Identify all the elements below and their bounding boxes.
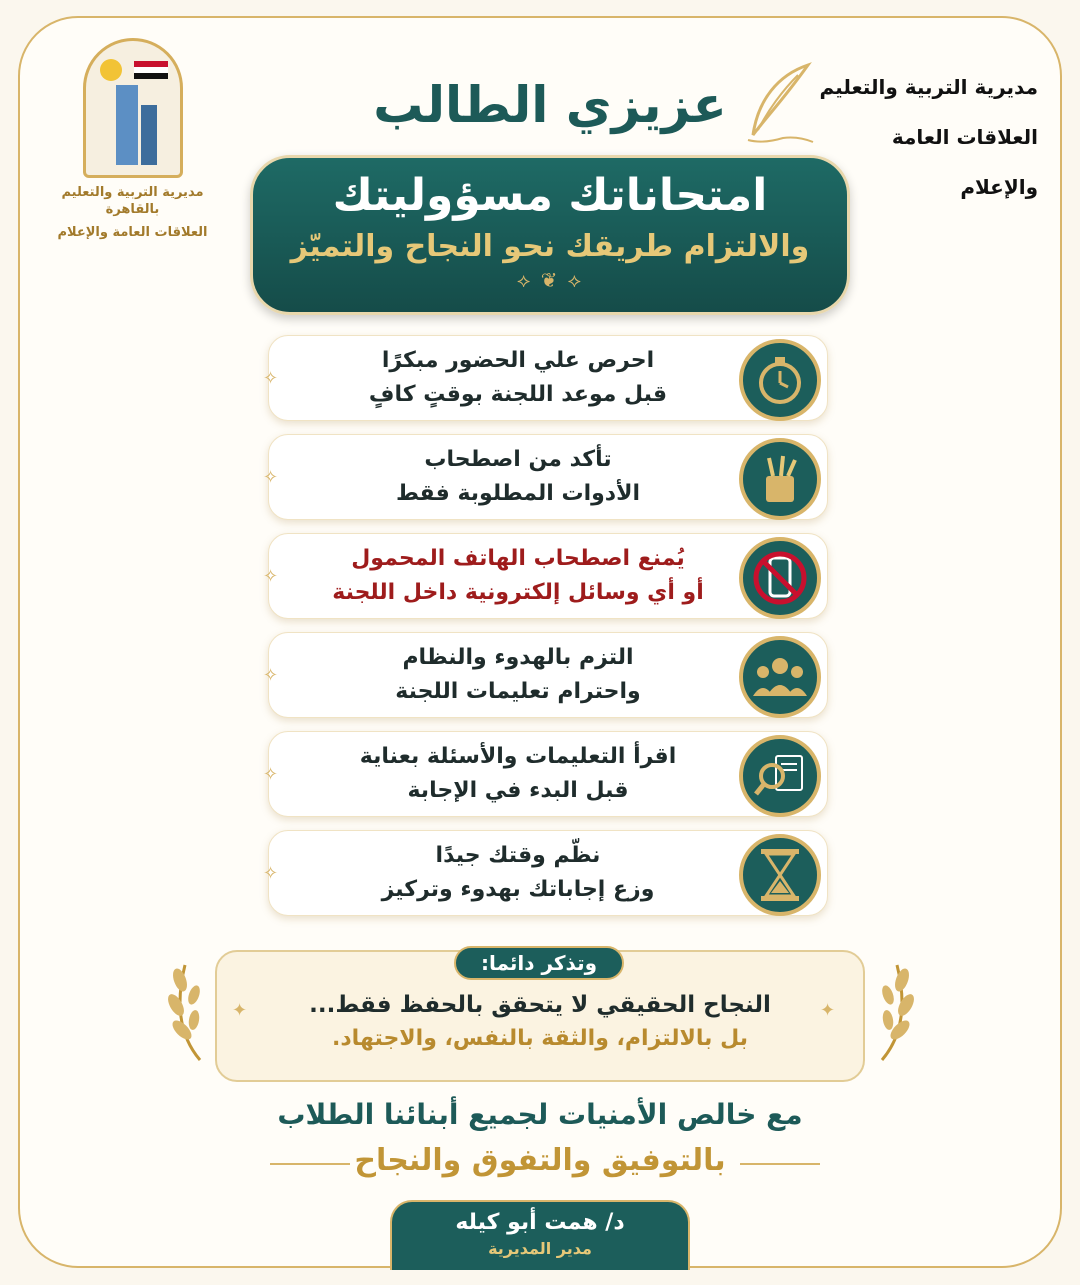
tip-arrive-early <box>263 335 828 421</box>
remember-box <box>215 950 865 1082</box>
tip-read-carefully <box>263 731 828 817</box>
tips-list <box>263 335 828 929</box>
tip-line1: نظّم وقتك جيدًا <box>435 843 601 868</box>
tip-line2: واحترام تعليمات اللجنة <box>395 679 641 704</box>
tip-line2: قبل البدء في الإجابة <box>407 778 629 803</box>
sparkle-icon: ✧ <box>263 764 279 785</box>
tip-line2: قبل موعد اللجنة بوقتٍ كافٍ <box>368 382 668 407</box>
quill-icon <box>738 60 818 150</box>
logo-line1: مديرية التربية والتعليم بالقاهرة <box>61 185 204 217</box>
signature-name: د/ همت أبو كيله <box>455 1210 625 1235</box>
signature-role: مدير المديرية <box>488 1239 592 1258</box>
department-header <box>818 62 1038 212</box>
tip-line1: احرص علي الحضور مبكرًا <box>381 348 655 373</box>
sparkle-icon: ✧ <box>263 368 279 389</box>
main-banner <box>250 155 850 315</box>
tip-line2: أو أي وسائل إلكترونية داخل اللجنة <box>332 580 704 605</box>
tip-line1: يُمنع اصطحاب الهاتف المحمول <box>351 546 685 571</box>
tip-tools <box>263 434 828 520</box>
tip-line1: تأكد من اصطحاب <box>424 447 612 472</box>
closing-line2: بالتوفيق والتفوق والنجاح <box>354 1143 726 1178</box>
hourglass-icon <box>739 834 821 916</box>
ornament-divider: ⟡ ❦ ⟡ <box>517 268 583 292</box>
sparkle-icon: ✧ <box>263 863 279 884</box>
sparkle-icon: ✧ <box>263 665 279 686</box>
directorate-logo <box>50 38 215 238</box>
pencil-cup-icon <box>739 438 821 520</box>
signature-plate <box>390 1200 690 1270</box>
tip-line2: الأدوات المطلوبة فقط <box>395 481 640 506</box>
laurel-left-icon <box>160 955 220 1065</box>
banner-subtitle: والالتزام طريقك نحو النجاح والتميّز <box>290 229 810 264</box>
sparkle-icon: ✦ <box>232 1000 248 1021</box>
sparkle-icon: ✦ <box>820 1000 836 1021</box>
dept-line2: العلاقات العامة والإعلام <box>891 125 1038 199</box>
sparkle-icon: ✧ <box>263 566 279 587</box>
dept-line1: مديرية التربية والتعليم <box>819 75 1038 99</box>
tower-icon <box>116 85 138 165</box>
tip-line1: التزم بالهدوء والنظام <box>402 645 634 670</box>
closing-line1: مع خالص الأمنيات لجميع أبنائنا الطلاب <box>277 1098 803 1131</box>
tip-no-phone <box>263 533 828 619</box>
logo-emblem <box>83 38 183 178</box>
laurel-right-icon <box>862 955 922 1065</box>
banner-title: امتحاناتك مسؤوليتك <box>332 170 768 221</box>
greeting-title: عزيزي الطالب <box>373 76 727 134</box>
tip-line2: وزع إجاباتك بهدوء وتركيز <box>381 877 655 902</box>
tip-manage-time <box>263 830 828 916</box>
no-phone-icon <box>739 537 821 619</box>
remember-label: وتذكر دائما: <box>454 946 624 980</box>
logo-line2: العلاقات العامة والإعلام <box>57 225 208 240</box>
tip-line1: اقرأ التعليمات والأسئلة بعناية <box>359 744 677 769</box>
egypt-flag-icon <box>134 61 168 79</box>
sparkle-icon: ✧ <box>263 467 279 488</box>
stopwatch-icon <box>739 339 821 421</box>
remember-line1: النجاح الحقيقي لا يتحقق بالحفظ فقط... <box>309 992 771 1018</box>
sun-icon <box>100 59 122 81</box>
tip-quiet-order <box>263 632 828 718</box>
group-icon <box>739 636 821 718</box>
remember-line2: بل بالالتزام، والثقة بالنفس، والاجتهاد. <box>332 1026 748 1051</box>
magnifier-document-icon <box>739 735 821 817</box>
building-icon <box>141 105 157 165</box>
